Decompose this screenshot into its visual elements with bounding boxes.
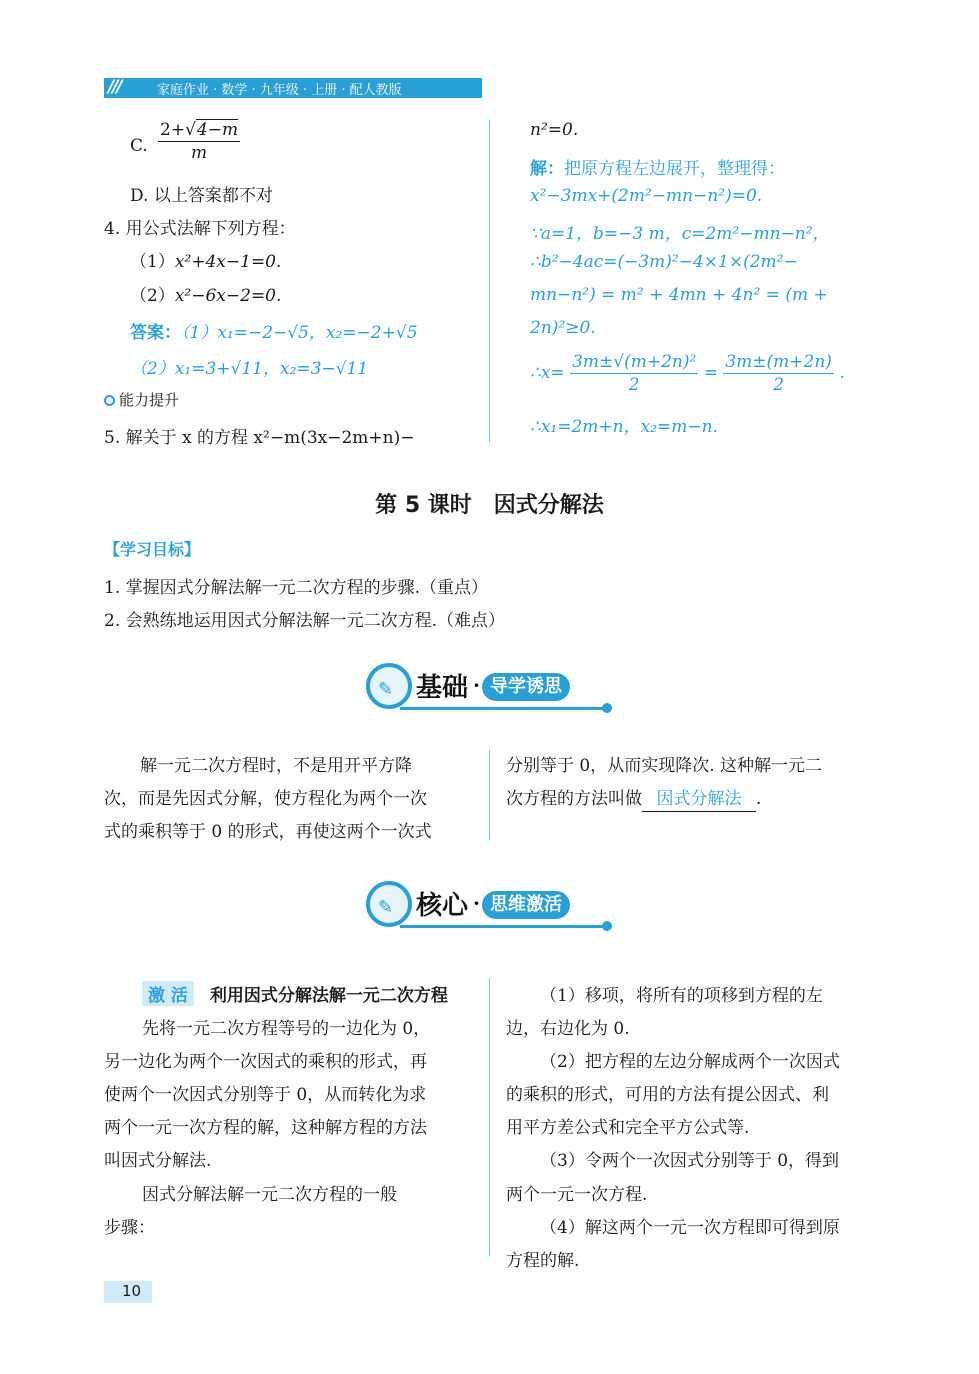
option-c-label: C.	[130, 136, 148, 156]
core-right-6: 两个一元一次方程.	[506, 1185, 648, 1205]
answer-4-2: （2）x₁=3+√11，x₂=3−√11	[130, 359, 369, 379]
question-5: 5. 解关于 x 的方程 x²−m(3x−2m+n)−	[104, 428, 415, 448]
c-num-sqrt: 4−m	[196, 120, 239, 140]
goal-1: 1. 掌握因式分解法解一元二次方程的步骤.（重点）	[104, 578, 489, 598]
core-right-3: 的乘积的形式，可用的方法有提公因式、利	[506, 1085, 829, 1105]
core-left-p1-0: 先将一元二次方程等号的一边化为 0，	[142, 1019, 431, 1039]
sol-line-5: ∴b²−4ac=(−3m)²−4×1×(2m²−	[530, 252, 798, 272]
core-left-p1-1: 另一边化为两个一次因式的乘积的形式，再	[104, 1052, 427, 1072]
column-divider-top	[489, 120, 490, 442]
header-title: 家庭作业 · 数学 · 九年级 · 上册 · 配人教版	[157, 83, 402, 98]
page-number: 10	[122, 1282, 142, 1300]
header-slashes: ///	[108, 77, 121, 97]
sol-line-6: mn−n²) = m² + 4mn + 4n² = (m +	[530, 285, 828, 305]
basics-left-1: 解一元二次方程时，不是用开平方降	[140, 756, 412, 776]
option-c-fraction: $\frac{2+√4-m}{m}$	[160, 120, 239, 163]
core-right-1: 边，右边化为 0.	[506, 1019, 630, 1039]
answer-4-1: 答案：（1）x₁=−2−√5，x₂=−2+√5	[130, 323, 418, 343]
basics-right-1: 分别等于 0，从而实现降次. 这种解一元二	[506, 756, 823, 776]
core-right-7: （4）解这两个一元一次方程即可得到原	[540, 1218, 840, 1238]
core-left-p1-2: 使两个一次因式分别等于 0，从而转化为求	[104, 1085, 427, 1105]
sol-line-3: x²−3mx+(2m²−mn−n²)=0.	[530, 186, 763, 206]
c-den: m	[190, 143, 208, 163]
basics-left-2: 次，而是先因式分解，使方程化为两个一次	[104, 789, 427, 809]
feather-icon: ✎	[378, 897, 394, 918]
answer-blank: 因式分解法	[642, 787, 756, 812]
basics-left-3: 式的乘积等于 0 的形式，再使这两个一次式	[104, 822, 432, 842]
sol-line-8: ∴x= $\frac{\text{3m±√(m+2n)²}}{2}$ = $\frac{3m\pm(m+2n)}{2}$ .	[530, 352, 845, 395]
core-right-0: （1）移项，将所有的项移到方程的左	[540, 986, 823, 1006]
sol-line-1: n²=0.	[530, 120, 579, 140]
banner-core-emblem	[366, 881, 412, 927]
feather-icon: ✎	[378, 679, 394, 700]
core-heading: 激 活 利用因式分解法解一元二次方程	[142, 981, 448, 1006]
c-num-a: 2+	[160, 120, 186, 140]
column-divider-core	[489, 978, 490, 1256]
core-left-p1-4: 叫因式分解法.	[104, 1151, 212, 1171]
question-4: 4. 用公式法解下列方程：	[104, 219, 296, 239]
banner-basics-emblem	[366, 663, 412, 709]
sol-line-2: 解：把原方程左边展开，整理得：	[530, 159, 785, 179]
ability-circle-icon	[104, 395, 115, 406]
sol-line-9: ∴x₁=2m+n，x₂=m−n.	[530, 417, 718, 437]
core-right-4: 用平方差公式和完全平方公式等.	[506, 1118, 750, 1138]
ability-heading: 能力提升	[104, 389, 179, 410]
banner-basics-sub: 导学诱思	[482, 673, 570, 701]
question-4-2: （2）x²−6x−2=0.	[130, 286, 282, 306]
core-right-2: （2）把方程的左边分解成两个一次因式	[540, 1052, 840, 1072]
activate-tag: 激 活	[142, 981, 194, 1006]
core-left-p2-1: 步骤：	[104, 1218, 155, 1238]
goal-2: 2. 会熟练地运用因式分解法解一元二次方程.（难点）	[104, 611, 506, 631]
banner-basics-main: 基础	[416, 673, 469, 703]
column-divider-basics	[489, 750, 490, 840]
core-right-5: （3）令两个一次因式分别等于 0，得到	[540, 1151, 840, 1171]
basics-right-2: 次方程的方法叫做 因式分解法 .	[506, 784, 761, 812]
core-left-p2-0: 因式分解法解一元二次方程的一般	[142, 1185, 397, 1205]
option-d: D. 以上答案都不对	[130, 186, 273, 206]
core-right-8: 方程的解.	[506, 1251, 580, 1271]
banner-core: ✎ 核心 · 思维激活	[366, 881, 610, 933]
banner-core-sub: 思维激活	[482, 891, 570, 919]
goals-tag: 【学习目标】	[104, 540, 201, 559]
sol-line-7: 2n)²≥0.	[530, 318, 596, 338]
sol-line-4: ∵a=1，b=−3 m，c=2m²−mn−n²，	[530, 224, 830, 244]
banner-core-main: 核心	[416, 891, 469, 921]
core-left-p1-3: 两个一元一次方程的解，这种解方程的方法	[104, 1118, 427, 1138]
lesson-title: 第 5 课时 因式分解法	[375, 493, 604, 518]
banner-basics: ✎ 基础 · 导学诱思	[366, 663, 610, 715]
question-4-1: （1）x²+4x−1=0.	[130, 252, 282, 272]
